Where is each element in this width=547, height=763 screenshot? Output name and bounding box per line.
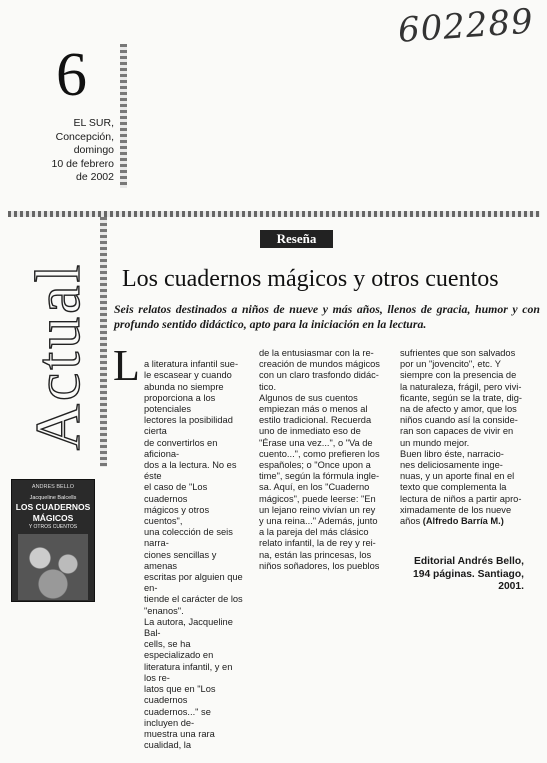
book-publisher: ANDRES BELLO xyxy=(31,484,75,490)
section-label xyxy=(8,238,98,462)
book-cover-illustration xyxy=(18,534,88,600)
book-cover-image xyxy=(11,479,95,602)
page-number: 6 xyxy=(56,41,87,109)
handwritten-number: 602289 xyxy=(396,1,535,51)
drop-cap: L xyxy=(113,341,140,390)
review-badge: Reseña xyxy=(260,230,333,248)
section-vertical-rule xyxy=(100,217,107,467)
top-vertical-divider xyxy=(120,44,127,188)
publication-line: Concepción, xyxy=(55,130,114,143)
column-3-text: sufrientes que son salvados por un "jovencito", etc. Y siempre con la presencia de la naturaleza, frágil, pero vivi- ficante, según se la trate, dig- na de afecto y amor, que los niños cuando así la conside- ran son capaces de vivir en un mundo mejor. Buen libro éste, narracio- nes deliciosamente inge- nuas, y un aporte final en el texto que complementa la lectura de niños a partir apro- ximadamente de los nueve años xyxy=(400,348,522,527)
section-top-rule xyxy=(8,211,540,217)
headline: Los cuadernos mágicos y otros cuentos xyxy=(122,266,499,292)
subheadline: Seis relatos destinados a niños de nueve y más años, llenos de gracia, humor y con profundo sentido didáctico, apto para la iniciación en la lectura. xyxy=(114,302,540,331)
article-column-1 xyxy=(118,348,246,763)
book-title-line-2: MÁGICOS xyxy=(32,513,74,523)
publication-line: EL SUR, xyxy=(73,117,114,129)
book-subtitle: Y OTROS CUENTOS xyxy=(28,524,78,530)
publication-info xyxy=(36,117,114,185)
book-publication-info: Editorial Andrés Bello, 194 páginas. Santiago, 2001. xyxy=(412,556,524,593)
article-column-2: de la entusiasmar con la re- creación de mundos mágicos con un claro trasfondo didác- tico. Algunos de sus cuentos empiezan más o menos al estilo tradicional. Recuerda uno de inmediato eso de "Érase una vez...", o "Va de cuento...", como prefieren los españoles; o "Once upon a time", según la fórmula ingle- sa. Aquí, en los "Cuaderno mágicos", puede leerse: "En un lejano reino vivían un rey y una reina..." Además, junto a la pareja del más clásico relato infantil, la de rey y rei- na, están las princesas, los niños soñadores, los pueblos xyxy=(259,348,380,571)
book-author: Jacqueline Balcells xyxy=(29,495,77,501)
author-byline: (Alfredo Barría M.) xyxy=(422,516,504,527)
column-1-text: a literatura infantil sue- le escasear y cuando abunda no siempre proporciona a los potenciales lectores la posibilidad cierta de convertirlos en aficiona- dos a la lectura. No es éste el caso de "Los cuadernos mágicos y otros cuentos", una colección de seis narra- ciones sencillas y amenas escritas por alguien que en- tiende el carácter de los "enanos". La autora, Jacqueline Bal- cells, se ha especializado en literatura infantil, y en los re- latos que en "Los cuadernos cuadernos..." se incluyen de- muestra una rara cualidad, la xyxy=(144,359,243,751)
publication-line: de 2002 xyxy=(76,171,114,183)
publication-line: 10 de febrero xyxy=(51,157,114,170)
publication-line: domingo xyxy=(73,144,114,156)
section-label-text: Actual xyxy=(22,261,93,451)
article-column-3 xyxy=(400,348,528,527)
book-title-line-1: LOS CUADERNOS xyxy=(15,502,91,512)
